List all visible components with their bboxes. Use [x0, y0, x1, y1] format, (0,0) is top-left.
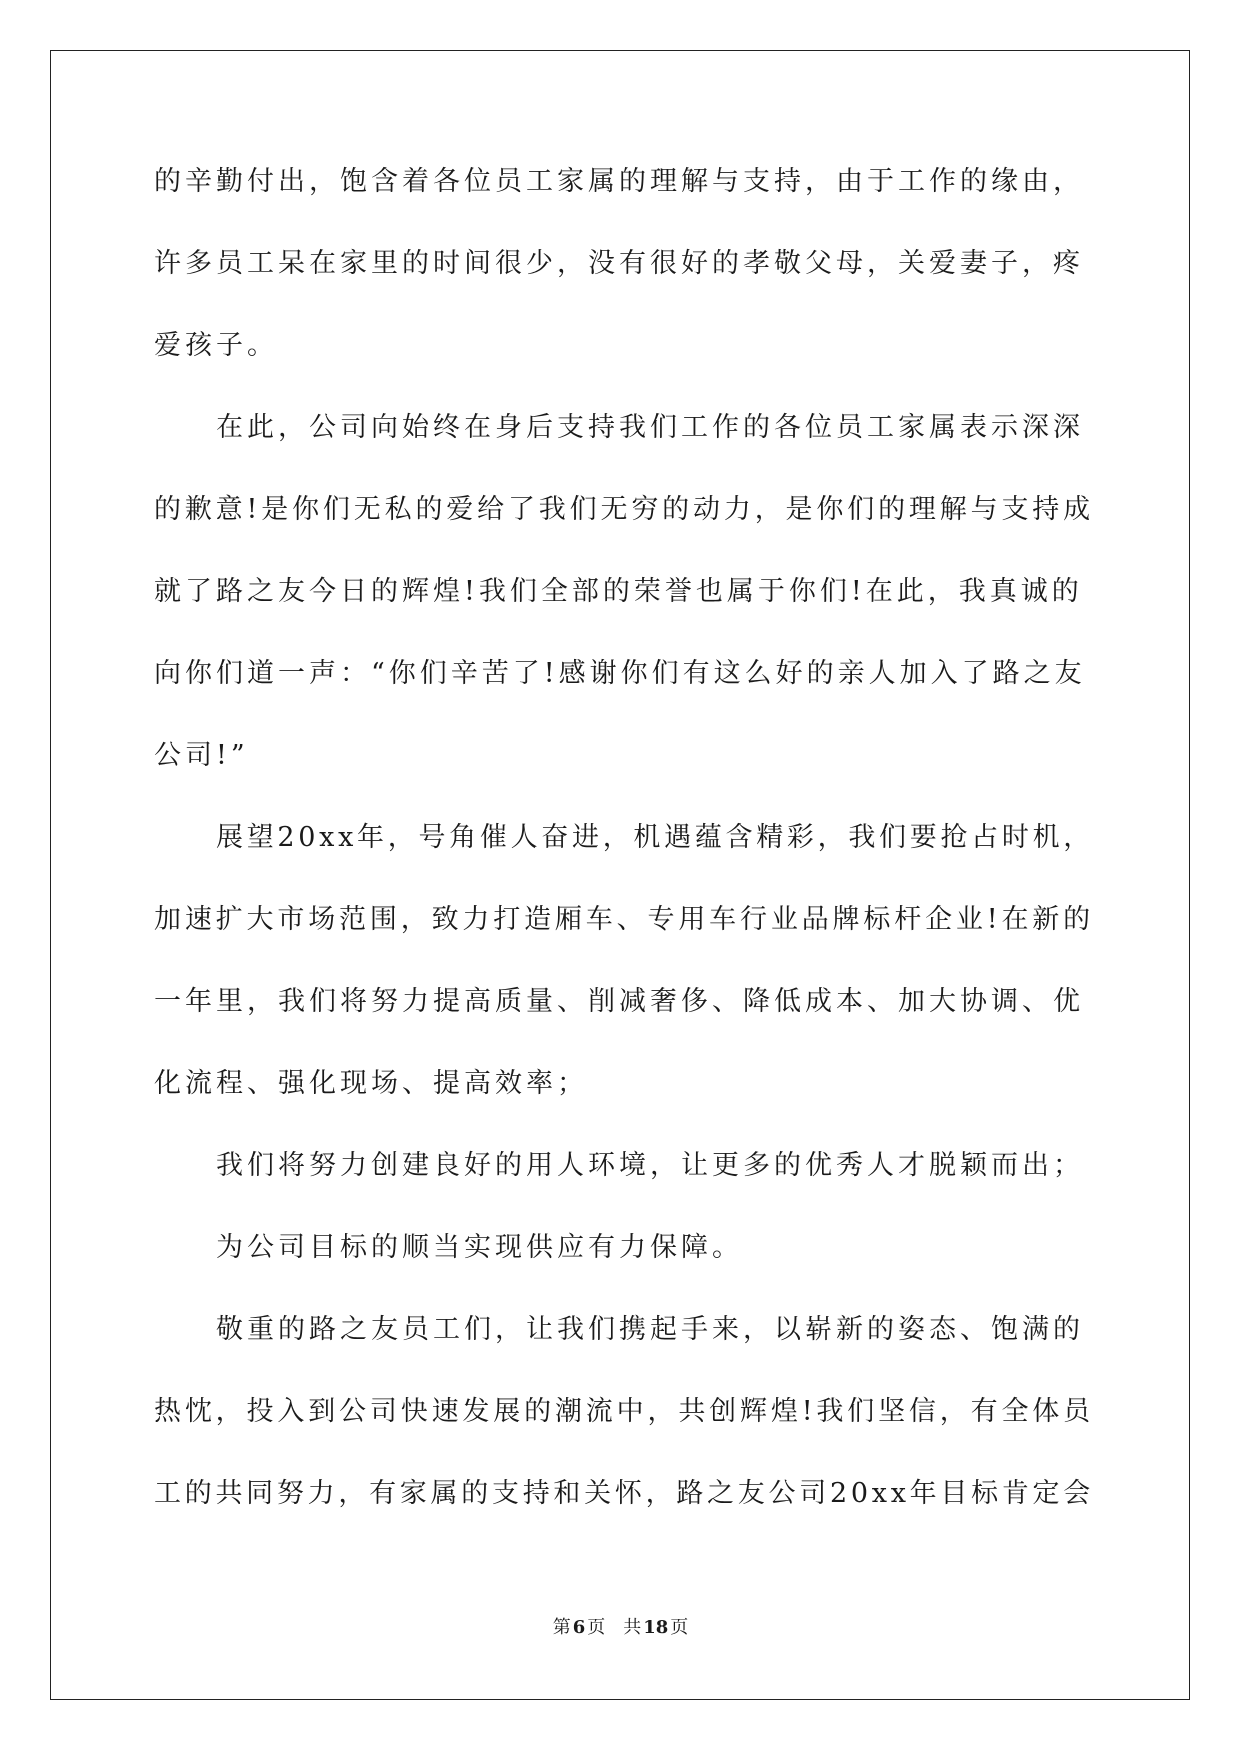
text-line: 的歉意!是你们无私的爱给了我们无穷的动力，是你们的理解与支持成: [154, 494, 1094, 525]
text-line: 敬重的路之友员工们，让我们携起手来，以崭新的姿态、饱满的: [216, 1314, 1084, 1345]
total-suffix: 页: [670, 1617, 689, 1638]
document-body: [154, 162, 1094, 1556]
page-prefix: 第: [552, 1617, 571, 1638]
total-pages: 18: [643, 1617, 669, 1638]
text-line: 一年里，我们将努力提高质量、削减奢侈、降低成本、加大协调、优: [154, 986, 1084, 1017]
text-line: 展望20xx年，号角催人奋进，机遇蕴含精彩，我们要抢占时机，: [216, 822, 1094, 853]
text-line: 公司!”: [154, 740, 249, 771]
text-line: 我们将努力创建良好的用人环境，让更多的优秀人才脱颖而出；: [216, 1150, 1084, 1181]
page-suffix: 页: [587, 1617, 606, 1638]
text-line: 的辛勤付出，饱含着各位员工家属的理解与支持，由于工作的缘由，: [154, 166, 1084, 197]
text-line: 就了路之友今日的辉煌!我们全部的荣誉也属于你们!在此，我真诚的: [154, 576, 1083, 607]
text-line: 为公司目标的顺当实现供应有力保障。: [216, 1232, 743, 1263]
text-line: 热忱，投入到公司快速发展的潮流中，共创辉煌!我们坚信，有全体员: [154, 1396, 1094, 1427]
total-prefix: 共: [623, 1617, 642, 1638]
text-line: 工的共同努力，有家属的支持和关怀，路之友公司20xx年目标肯定会: [154, 1478, 1094, 1509]
text-line: 加速扩大市场范围，致力打造厢车、专用车行业品牌标杆企业!在新的: [154, 904, 1094, 935]
page-footer: [0, 1613, 1241, 1639]
text-line: 在此，公司向始终在身后支持我们工作的各位员工家属表示深深: [216, 412, 1084, 443]
page-number: 6: [572, 1617, 586, 1638]
text-line: 向你们道一声：“你们辛苦了!感谢你们有这么好的亲人加入了路之友: [154, 658, 1086, 689]
text-line: 化流程、强化现场、提高效率；: [154, 1068, 588, 1099]
text-line: 爱孩子。: [154, 330, 278, 361]
text-line: 许多员工呆在家里的时间很少，没有很好的孝敬父母，关爱妻子，疼: [154, 248, 1084, 279]
